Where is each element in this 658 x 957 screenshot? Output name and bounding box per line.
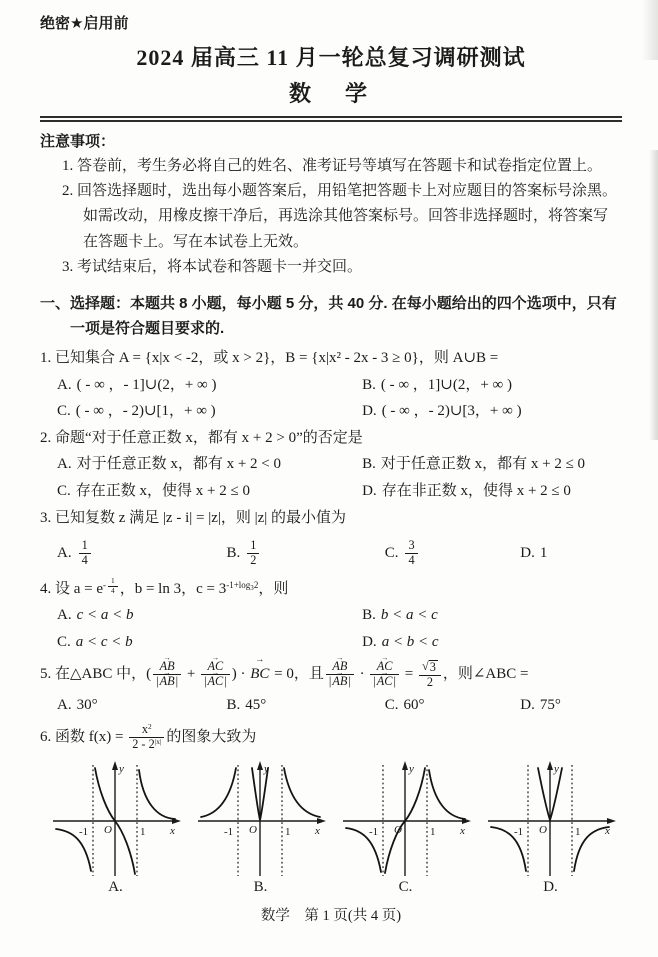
option-label: B.	[226, 544, 241, 561]
question-6	[40, 719, 622, 896]
option-2c	[57, 478, 362, 504]
option-2d	[362, 478, 622, 504]
graph-label-b: B.	[253, 879, 268, 896]
option-label: A.	[57, 456, 72, 473]
option-1a	[57, 372, 362, 398]
option-label: D.	[362, 633, 377, 650]
option-label: C.	[57, 633, 71, 650]
option-text: ( - ∞ ，- 2)∪[3，+ ∞ )	[381, 402, 522, 419]
axis-label-y: y	[264, 763, 269, 776]
option-4d	[362, 629, 622, 655]
option-text: a < c < b	[75, 633, 133, 650]
option-label: B.	[226, 696, 241, 713]
option-label: A.	[57, 376, 72, 393]
question-1-options	[40, 372, 622, 425]
origin-label: O	[539, 824, 547, 837]
option-5c	[385, 692, 521, 718]
option-text: 对于任意正数 x，都有 x + 2 ≤ 0	[380, 456, 586, 473]
option-4c	[57, 629, 362, 655]
tick-one: 1	[285, 826, 291, 839]
tick-minus-one: -1	[369, 826, 379, 839]
option-math: $\frac{3}{4}$	[403, 545, 419, 561]
option-label: D.	[362, 482, 377, 499]
question-6-graphs	[40, 755, 622, 896]
option-math: 1	[539, 545, 548, 562]
option-text: 存在正数 x，使得 x + 2 ≤ 0	[75, 482, 250, 499]
question-5	[40, 656, 622, 718]
axis-label-x: x	[170, 825, 175, 838]
graph-b-plot	[193, 759, 328, 881]
graph-option-c	[338, 759, 473, 896]
option-text: 对于任意正数 x，都有 x + 2 < 0	[76, 456, 282, 473]
option-5a	[57, 692, 227, 718]
curve-outer-right	[284, 768, 320, 817]
option-1d	[362, 398, 622, 424]
question-2	[40, 425, 622, 504]
question-5-options	[40, 692, 622, 718]
exam-title: 2024 届高三 11 月一轮总复习调研测试	[136, 45, 526, 70]
curve-outer-right	[429, 770, 465, 819]
tick-minus-one: -1	[224, 826, 234, 839]
axis-label-y: y	[409, 763, 414, 776]
option-text: ( - ∞ ，- 1]∪(2，+ ∞ )	[76, 376, 217, 393]
graph-label-a: A.	[108, 879, 123, 896]
question-5-stem: 5. 在△ABC 中，( → $\frac{AB}{|\to AB|}$ + → $\frac{AC}{|\to AC|}$ ) · → BC = 0，且 → $\frac{AB}{|\to AB|}$ · → $\frac{AC}{|\to AC|}$ = √ 3 2 ，则∠ABC =	[40, 656, 622, 692]
option-3b	[227, 539, 385, 568]
graph-option-a	[48, 759, 183, 896]
option-text: 45°	[245, 696, 267, 713]
notice-heading: 注意事项：	[40, 133, 116, 150]
graph-option-d	[483, 759, 618, 896]
graph-d-plot	[483, 759, 618, 881]
option-math: $\frac{1}{4}$	[77, 545, 93, 561]
question-2-options	[40, 451, 622, 504]
option-math: $\frac{1}{2}$	[245, 545, 261, 561]
question-1	[40, 345, 622, 424]
option-text: 存在非正数 x，使得 x + 2 ≤ 0	[381, 482, 571, 499]
option-5b	[227, 692, 385, 718]
question-1-stem: 1. 已知集合 A = {x|x < -2，或 x > 2}，B = {x|x² - 2x - 3 ≥ 0}，则 A∪B =	[40, 350, 499, 367]
security-label: 绝密★启用前	[40, 15, 129, 32]
tick-minus-one: -1	[79, 826, 89, 839]
question-4-stem: 4. 设 $a = e^{- \frac{1}{4}}$ ，b = ln 3，$c = 3^{-1+log_32}$，则	[40, 576, 289, 598]
page-footer: 数学 第 1 页(共 4 页)	[260, 908, 402, 925]
option-2a	[57, 451, 362, 477]
question-6-stem: 6. 函数 f(x) = $\frac{x^2}{2 - 2^{|x|}}$ 的图象大致为	[40, 722, 257, 752]
option-2b	[362, 451, 622, 477]
tick-one: 1	[140, 826, 146, 839]
graph-option-b	[193, 759, 328, 896]
option-1b	[362, 372, 622, 398]
option-5d	[520, 692, 622, 718]
curve-outer-left	[201, 768, 236, 817]
graph-label-d: D.	[543, 879, 558, 896]
origin-label: O	[104, 824, 112, 837]
question-4-options	[40, 602, 622, 655]
question-2-stem: 2. 命题“对于任意正数 x，都有 x + 2 > 0”的否定是	[40, 430, 363, 447]
option-text: 30°	[76, 696, 98, 713]
option-label: D.	[362, 402, 377, 419]
option-label: B.	[362, 607, 376, 624]
option-label: C.	[57, 402, 71, 419]
option-4a	[57, 602, 362, 628]
option-label: B.	[362, 456, 376, 473]
section-1-heading: 一、选择题：本题共 8 小题，每小题 5 分，共 40 分. 在每小题给出的四个选项中，只有一项是符合题目要求的.	[40, 294, 617, 337]
notice-section	[40, 130, 622, 280]
axis-label-x: x	[460, 825, 465, 838]
graph-a-plot	[48, 759, 183, 881]
option-label: A.	[57, 607, 72, 624]
option-text: 75°	[539, 696, 561, 713]
option-1c	[57, 398, 362, 424]
option-text: ( - ∞ ，- 2)∪[1，+ ∞ )	[75, 402, 216, 419]
axis-label-y: y	[554, 763, 559, 776]
option-label: A.	[57, 544, 72, 561]
option-label: C.	[384, 696, 399, 713]
question-4	[40, 576, 622, 655]
axis-label-y: y	[119, 763, 124, 776]
axis-label-x: x	[315, 825, 320, 838]
option-text: b < a < c	[380, 607, 438, 624]
tick-minus-one: -1	[514, 826, 524, 839]
option-label: D.	[520, 545, 535, 562]
option-3d	[520, 540, 622, 566]
option-label: D.	[520, 696, 535, 713]
notice-item-1: 1. 答卷前，考生务必将自己的姓名、准考证号等填写在答题卡和试卷指定位置上。	[62, 158, 603, 174]
graph-label-c: C.	[398, 879, 413, 896]
notice-item-2: 2. 回答选择题时，选出每小题答案后，用铅笔把答题卡上对应题目的答案标号涂黑。如需改动，用橡皮擦干净后，再选涂其他答案标号。回答非选择题时，将答案写在答题卡上。写在本试卷上无效。	[62, 183, 618, 250]
option-label: B.	[362, 376, 376, 393]
double-rule	[40, 116, 622, 122]
tick-one: 1	[575, 826, 581, 839]
option-label: C.	[57, 482, 71, 499]
option-text: 60°	[403, 696, 425, 713]
option-text: a < b < c	[381, 633, 439, 650]
question-3-options	[40, 531, 622, 575]
option-label: C.	[384, 544, 399, 561]
option-text: c < a < b	[76, 607, 134, 624]
question-3	[40, 505, 622, 575]
graph-c-plot	[338, 759, 473, 881]
question-3-stem: 3. 已知复数 z 满足 |z - i| = |z|，则 |z| 的最小值为	[40, 509, 347, 526]
tick-one: 1	[430, 826, 436, 839]
curve-outer-right	[139, 770, 175, 819]
origin-label: O	[249, 824, 257, 837]
option-text: ( - ∞ ，1]∪(2，+ ∞ )	[380, 376, 512, 393]
option-3a	[57, 539, 227, 568]
notice-item-3: 3. 考试结束后，将本试卷和答题卡一并交回。	[62, 258, 363, 275]
subject-title: 数 学	[288, 81, 373, 106]
origin-label: O	[394, 824, 402, 837]
axis-label-x: x	[605, 825, 610, 838]
option-3c	[385, 539, 521, 568]
option-4b	[362, 602, 622, 628]
option-label: A.	[57, 696, 72, 713]
